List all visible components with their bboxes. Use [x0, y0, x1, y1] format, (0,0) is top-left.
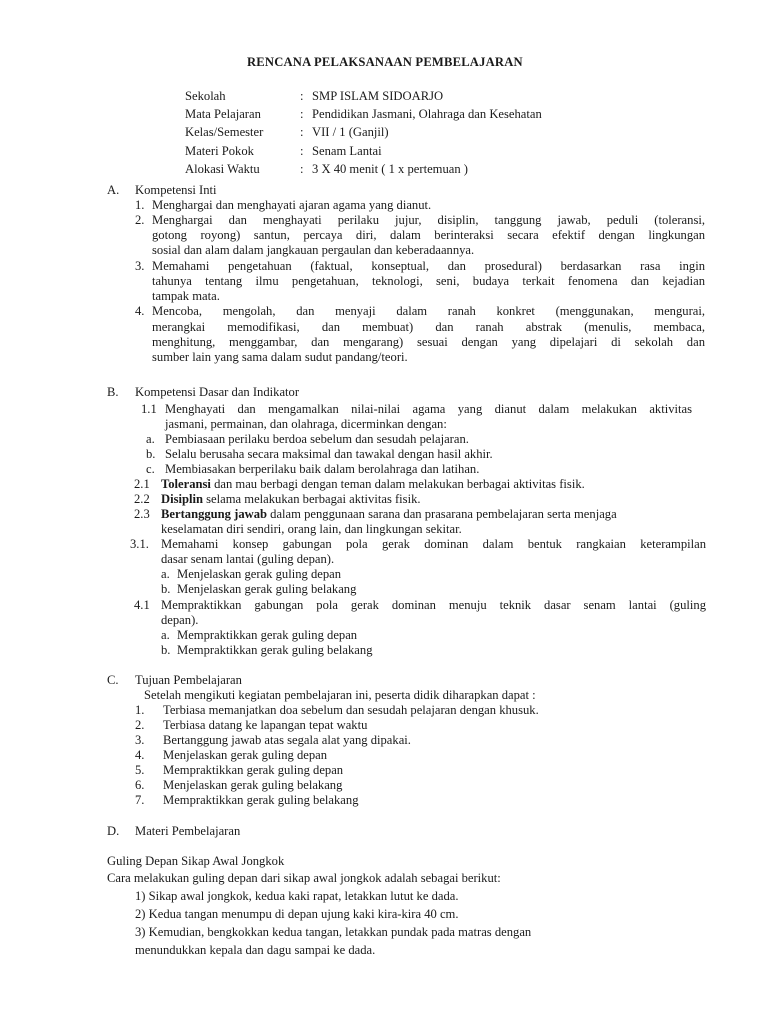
tujuan-number: 5. — [135, 763, 145, 777]
ki-text: tampak mata. — [152, 289, 220, 303]
identity-colon: : — [300, 107, 304, 121]
kd-text — [161, 492, 421, 507]
kd-text-rest: dalam penggunaan sarana dan prasarana pembelajaran serta menjaga — [270, 507, 617, 521]
materi-intro: Cara melakukan guling depan dari sikap awal jongkok adalah sebagai berikut: — [107, 871, 501, 885]
ki-text: Menghargai dan menghayati ajaran agama yang dianut. — [152, 198, 432, 212]
tujuan-text: Bertanggung jawab atas segala alat yang dipakai. — [163, 733, 411, 747]
kd-number: 2.2 — [134, 492, 150, 506]
tujuan-number: 4. — [135, 748, 145, 762]
kd-sub-text: Menjelaskan gerak guling depan — [177, 567, 342, 581]
identity-label: Materi Pokok — [185, 144, 254, 158]
ki-text: menghitung, menggambar, dan mengarang) sesuai dengan yang dipelajari di sekolah dan — [152, 335, 705, 349]
identity-value: SMP ISLAM SIDOARJO — [312, 89, 444, 103]
ki-text: sumber lain yang sama dalam sudut pandang/teori. — [152, 350, 408, 364]
section-c-marker: C. — [107, 673, 119, 687]
kd-sub-text: Mempraktikkan gerak guling depan — [177, 628, 358, 642]
tujuan-text: Menjelaskan gerak guling depan — [163, 748, 328, 762]
materi-step: 3) Kemudian, bengkokkan kedua tangan, letakkan pundak pada matras dengan — [135, 925, 532, 939]
kd-sub-marker: a. — [146, 432, 155, 446]
materi-step: 1) Sikap awal jongkok, kedua kaki rapat, letakkan lutut ke dada. — [135, 889, 459, 903]
identity-colon: : — [300, 144, 304, 158]
kd-sub-marker: a. — [161, 567, 170, 581]
kd-text-rest: dan mau berbagi dengan teman dalam melakukan berbagai aktivitas fisik. — [214, 477, 585, 491]
identity-colon: : — [300, 162, 304, 176]
kd-text: Menghayati dan mengamalkan nilai-nilai agama yang dianut dalam melakukan aktivitas — [165, 402, 692, 416]
page-title: RENCANA PELAKSANAAN PEMBELAJARAN — [247, 55, 523, 69]
kd-sub-text: Selalu berusaha secara maksimal dan tawakal dengan hasil akhir. — [165, 447, 493, 461]
identity-value: 3 X 40 menit ( 1 x pertemuan ) — [312, 162, 468, 176]
kd-number: 4.1 — [134, 598, 150, 612]
kd-number: 2.3 — [134, 507, 150, 521]
ki-text: merangkai memodifikasi, dan membuat) dan ranah abstrak (menulis, membaca, — [152, 320, 705, 334]
section-a-marker: A. — [107, 183, 120, 197]
ki-text: Memahami pengetahuan (faktual, konseptual, dan prosedural) berdasarkan rasa ingin — [152, 259, 705, 273]
kd-text: keselamatan diri sendiri, orang lain, dan lingkungan sekitar. — [161, 522, 462, 536]
ki-number: 3. — [135, 259, 145, 273]
kd-number: 3.1. — [130, 537, 149, 551]
kd-keyword: Bertanggung jawab — [161, 507, 268, 521]
section-d-heading: Materi Pembelajaran — [135, 824, 241, 838]
ki-number: 2. — [135, 213, 145, 227]
materi-subtitle: Guling Depan Sikap Awal Jongkok — [107, 854, 285, 868]
ki-text: Mencoba, mengolah, dan menyaji dalam ranah konkret (menggunakan, mengurai, — [152, 304, 705, 318]
kd-sub-marker: b. — [161, 643, 171, 657]
tujuan-number: 2. — [135, 718, 145, 732]
identity-label: Alokasi Waktu — [185, 162, 260, 176]
section-c-heading: Tujuan Pembelajaran — [135, 673, 242, 687]
kd-text — [161, 507, 617, 522]
identity-colon: : — [300, 125, 304, 139]
tujuan-intro: Setelah mengikuti kegiatan pembelajaran ini, peserta didik diharapkan dapat : — [144, 688, 536, 702]
kd-sub-marker: b. — [161, 582, 171, 596]
identity-label: Sekolah — [185, 89, 226, 103]
kd-number: 1.1 — [141, 402, 157, 416]
identity-colon: : — [300, 89, 304, 103]
tujuan-number: 6. — [135, 778, 145, 792]
tujuan-text: Mempraktikkan gerak guling belakang — [163, 793, 359, 807]
kd-text-rest: selama melakukan berbagai aktivitas fisik. — [206, 492, 421, 506]
section-d-marker: D. — [107, 824, 120, 838]
tujuan-text: Terbiasa datang ke lapangan tepat waktu — [163, 718, 368, 732]
kd-text: dasar senam lantai (guling depan). — [161, 552, 335, 566]
ki-text: Menghargai dan menghayati perilaku jujur, disiplin, tanggung jawab, peduli (toleransi, — [152, 213, 705, 227]
kd-text: jasmani, permainan, dan olahraga, dicerminkan dengan: — [165, 417, 447, 431]
tujuan-text: Mempraktikkan gerak guling depan — [163, 763, 344, 777]
ki-number: 4. — [135, 304, 145, 318]
kd-text: Memahami konsep gabungan pola gerak dominan dalam bentuk rangkaian keterampilan — [161, 537, 706, 551]
tujuan-number: 3. — [135, 733, 145, 747]
section-b-heading: Kompetensi Dasar dan Indikator — [135, 385, 300, 399]
tujuan-text: Terbiasa memanjatkan doa sebelum dan sesudah pelajaran dengan khusuk. — [163, 703, 539, 717]
identity-value: VII / 1 (Ganjil) — [312, 125, 389, 139]
kd-sub-text: Menjelaskan gerak guling belakang — [177, 582, 357, 596]
kd-sub-text: Mempraktikkan gerak guling belakang — [177, 643, 373, 657]
section-a-heading: Kompetensi Inti — [135, 183, 217, 197]
kd-text: Mempraktikkan gabungan pola gerak dominan menuju teknik dasar senam lantai (guling — [161, 598, 706, 612]
ki-number: 1. — [135, 198, 145, 212]
kd-keyword: Disiplin — [161, 492, 203, 506]
kd-sub-text: Membiasakan berperilaku baik dalam berolahraga dan latihan. — [165, 462, 480, 476]
kd-number: 2.1 — [134, 477, 150, 491]
kd-text — [161, 477, 585, 492]
tujuan-text: Menjelaskan gerak guling belakang — [163, 778, 343, 792]
kd-sub-marker: b. — [146, 447, 156, 461]
tujuan-number: 7. — [135, 793, 145, 807]
kd-sub-marker: c. — [146, 462, 155, 476]
tujuan-number: 1. — [135, 703, 145, 717]
identity-label: Kelas/Semester — [185, 125, 264, 139]
section-b-marker: B. — [107, 385, 119, 399]
identity-label: Mata Pelajaran — [185, 107, 261, 121]
kd-text: depan). — [161, 613, 199, 627]
ki-text: sosial dan alam dalam jangkauan pergaulan dan keberadaannya. — [152, 243, 475, 257]
kd-sub-marker: a. — [161, 628, 170, 642]
identity-value: Senam Lantai — [312, 144, 382, 158]
materi-step: 2) Kedua tangan menumpu di depan ujung kaki kira-kira 40 cm. — [135, 907, 459, 921]
kd-keyword: Toleransi — [161, 477, 211, 491]
materi-step-continued: menundukkan kepala dan dagu sampai ke dada. — [135, 943, 376, 957]
kd-sub-text: Pembiasaan perilaku berdoa sebelum dan sesudah pelajaran. — [165, 432, 469, 446]
identity-value: Pendidikan Jasmani, Olahraga dan Kesehatan — [312, 107, 542, 121]
ki-text: gotong royong) santun, percaya diri, dalam berinteraksi secara efektif dengan lingkungan — [152, 228, 705, 242]
ki-text: tahunya tentang ilmu pengetahuan, teknologi, seni, budaya terkait fenomena dan kejadian — [152, 274, 705, 288]
